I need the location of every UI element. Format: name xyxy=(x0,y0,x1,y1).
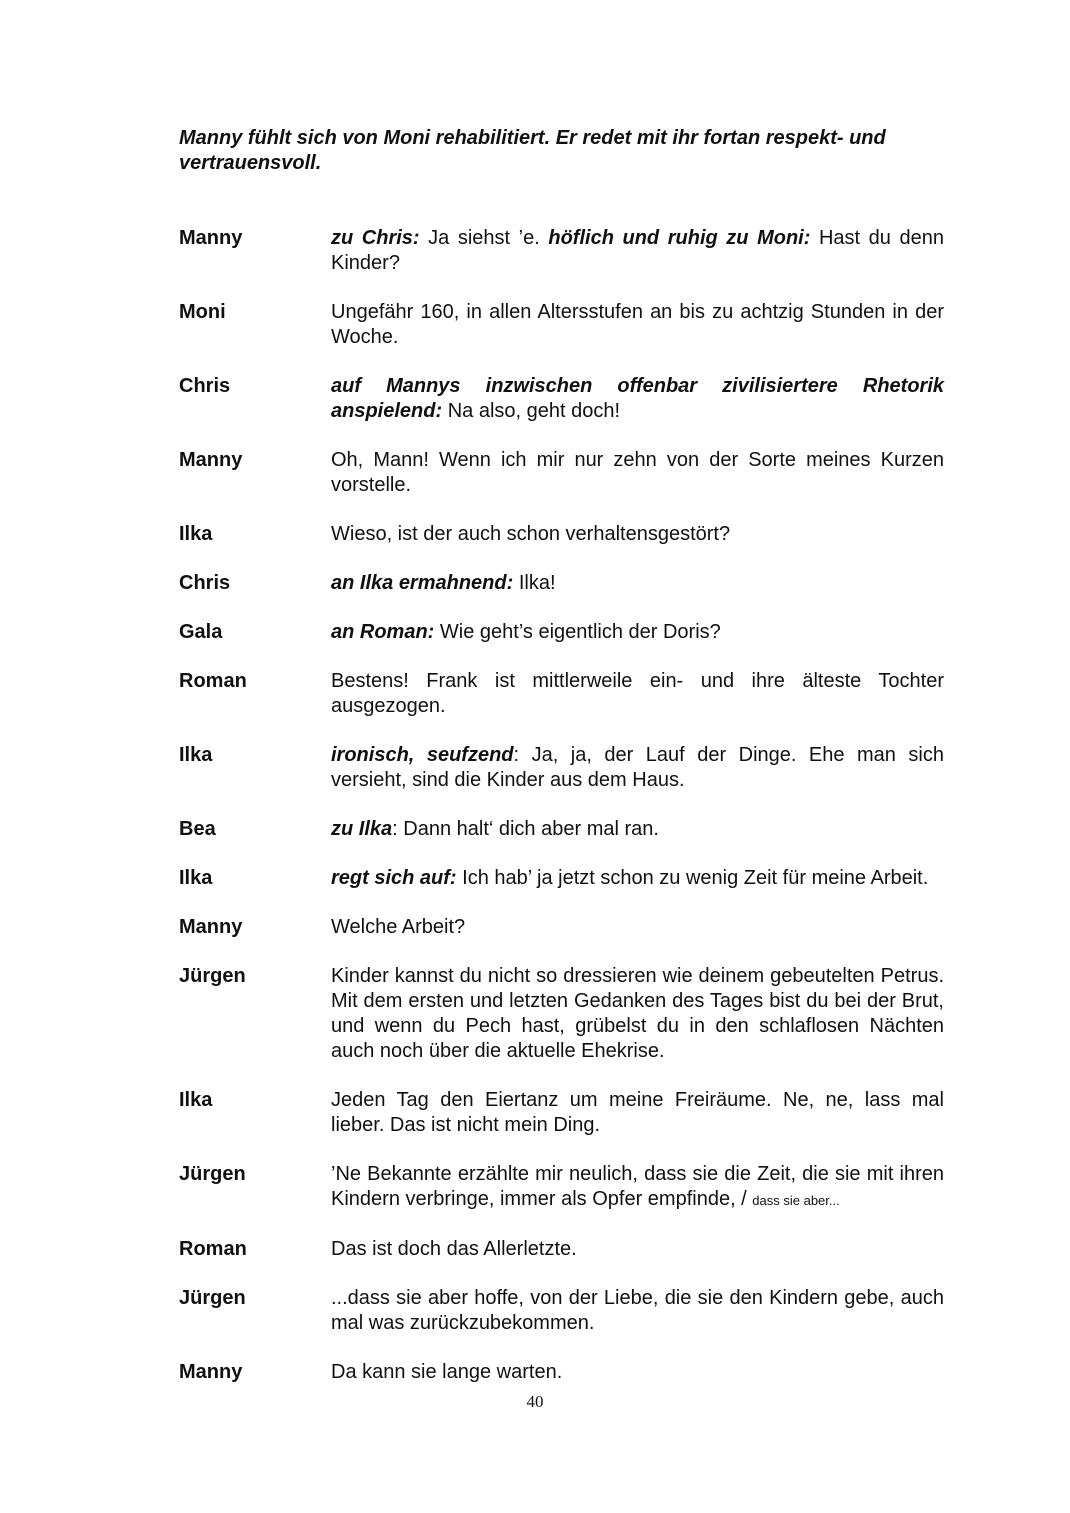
spoken-text: Ilka! xyxy=(513,572,556,594)
stage-note: zu Ilka xyxy=(331,818,393,840)
dialogue-entry xyxy=(179,866,944,891)
spoken-text: Kinder kannst du nicht so dressieren wie deinem gebeutelten Petrus. Mit dem ersten und letzten Gedanken des Tages bist du bei der Brut, und wenn du Pech hast, grübelst du in den schlaflosen Nächten auch noch über die aktuelle Ehekrise. xyxy=(331,965,944,1062)
dialogue-line xyxy=(331,743,944,793)
speaker-name: Manny xyxy=(179,916,243,938)
dialogue-entry xyxy=(179,522,944,547)
speaker-name: Manny xyxy=(179,227,243,249)
spoken-text: Bestens! Frank ist mittlerweile ein- und ihre älteste Tochter ausgezogen. xyxy=(331,670,944,717)
dialogue-entry xyxy=(179,1237,944,1262)
dialogue-line xyxy=(331,1237,944,1262)
spoken-text: Hast du denn Kinder? xyxy=(331,227,944,274)
stage-note: auf Mannys inzwischen offenbar zivilisiertere Rhetorik anspielend: xyxy=(331,375,944,422)
spoken-text: Ja siehst ’e. xyxy=(419,227,549,249)
dialogue-line xyxy=(331,866,944,891)
dialogue-line xyxy=(331,817,944,842)
spoken-text: Welche Arbeit? xyxy=(331,916,466,938)
dialogue-line xyxy=(331,1360,944,1385)
dialogue-entry xyxy=(179,448,944,498)
spoken-text: Oh, Mann! Wenn ich mir nur zehn von der Sorte meines Kurzen vorstelle. xyxy=(331,449,944,496)
spoken-text: ’Ne Bekannte erzählte mir neulich, dass sie die Zeit, die sie mit ihren Kindern verbringe, immer als Opfer empfinde, / xyxy=(331,1163,944,1210)
dialogue-entry xyxy=(179,1286,944,1336)
speaker-name: Chris xyxy=(179,572,231,594)
dialogue-line xyxy=(331,1088,944,1138)
speaker-name: Jürgen xyxy=(179,1287,246,1309)
dialogue-line xyxy=(331,620,944,645)
dialogue-list xyxy=(179,226,944,1409)
dialogue-entry xyxy=(179,817,944,842)
speaker-name: Roman xyxy=(179,670,247,692)
spoken-text: Na also, geht doch! xyxy=(442,400,621,422)
spoken-text: ...dass sie aber hoffe, von der Liebe, die sie den Kindern gebe, auch mal was zurückzubekommen. xyxy=(331,1287,944,1334)
dialogue-line xyxy=(331,669,944,719)
spoken-text: Da kann sie lange warten. xyxy=(331,1361,563,1383)
stage-note: regt sich auf: xyxy=(331,867,457,889)
dialogue-entry xyxy=(179,374,944,424)
stage-note: an Roman: xyxy=(331,621,435,643)
speaker-name: Jürgen xyxy=(179,1163,246,1185)
dialogue-entry xyxy=(179,300,944,350)
dialogue-entry xyxy=(179,915,944,940)
spoken-text: Ich hab’ ja jetzt schon zu wenig Zeit für meine Arbeit. xyxy=(456,867,929,889)
dialogue-line xyxy=(331,300,944,350)
dialogue-line xyxy=(331,226,944,276)
speaker-name: Jürgen xyxy=(179,965,246,987)
dialogue-line xyxy=(331,448,944,498)
spoken-text: Wieso, ist der auch schon verhaltensgestört? xyxy=(331,523,731,545)
dialogue-line xyxy=(331,522,944,547)
speaker-name: Manny xyxy=(179,449,243,471)
spoken-text: : Dann halt‘ dich aber mal ran. xyxy=(392,818,659,840)
dialogue-entry xyxy=(179,964,944,1064)
spoken-text: : Ja, ja, der Lauf der Dinge. Ehe man sich versieht, sind die Kinder aus dem Haus. xyxy=(331,744,944,791)
dialogue-entry xyxy=(179,1360,944,1385)
speaker-name: Ilka xyxy=(179,1089,213,1111)
speaker-name: Gala xyxy=(179,621,223,643)
spoken-text: Wie geht’s eigentlich der Doris? xyxy=(434,621,721,643)
page-number: 40 xyxy=(526,1392,544,1411)
stage-direction: Manny fühlt sich von Moni rehabilitiert. Er redet mit ihr fortan respekt- und vertrauensvoll. xyxy=(179,127,886,174)
dialogue-entry xyxy=(179,1088,944,1138)
interrupted-text: dass sie aber... xyxy=(752,1193,840,1208)
spoken-text: Jeden Tag den Eiertanz um meine Freiräume. Ne, ne, lass mal lieber. Das ist nicht mein Ding. xyxy=(331,1089,944,1136)
stage-note: ironisch, seufzend xyxy=(331,744,514,766)
stage-note: an Ilka ermahnend: xyxy=(331,572,514,594)
speaker-name: Ilka xyxy=(179,523,213,545)
speaker-name: Manny xyxy=(179,1361,243,1383)
spoken-text: Das ist doch das Allerletzte. xyxy=(331,1238,577,1260)
spoken-text: Ungefähr 160, in allen Altersstufen an bis zu achtzig Stunden in der Woche. xyxy=(331,301,944,348)
speaker-name: Chris xyxy=(179,375,231,397)
dialogue-entry xyxy=(179,226,944,276)
dialogue-line xyxy=(331,1286,944,1336)
dialogue-entry xyxy=(179,743,944,793)
dialogue-line xyxy=(331,964,944,1064)
dialogue-line xyxy=(331,1162,944,1213)
speaker-name: Roman xyxy=(179,1238,247,1260)
dialogue-entry xyxy=(179,620,944,645)
speaker-name: Ilka xyxy=(179,867,213,889)
dialogue-line xyxy=(331,571,944,596)
dialogue-line xyxy=(331,915,944,940)
dialogue-line xyxy=(331,374,944,424)
speaker-name: Ilka xyxy=(179,744,213,766)
dialogue-entry xyxy=(179,1162,944,1213)
dialogue-entry xyxy=(179,571,944,596)
stage-note: höflich und ruhig zu Moni: xyxy=(548,227,811,249)
dialogue-entry xyxy=(179,669,944,719)
speaker-name: Bea xyxy=(179,818,216,840)
stage-note: zu Chris: xyxy=(331,227,420,249)
speaker-name: Moni xyxy=(179,301,226,323)
